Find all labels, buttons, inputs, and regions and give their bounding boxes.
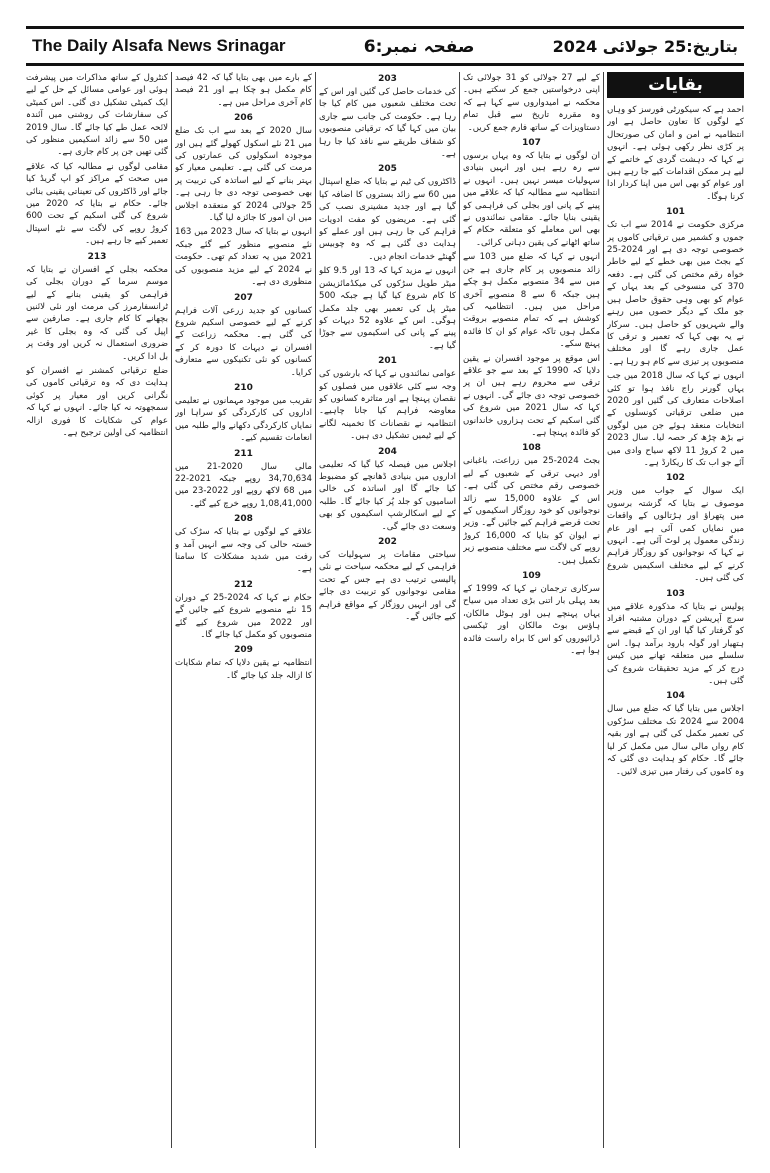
continuation-reference: 206	[234, 113, 253, 124]
article-paragraph: مرکزی حکومت نے 2014 سے اب تک جموں و کشمیر میں ترقیاتی کاموں پر خصوصی توجہ دی ہے اور 2024-25 کے بجٹ میں بھی خطے کے لیے خاطر خواہ رقم مختص کی گئی ہے۔ دفعہ 370 کی منسوخی کے بعد یہاں کے عوام کو بھی وہی حقوق حاصل ہیں جو ملک کے دیگر حصوں میں رہنے والے شہریوں کو حاصل ہیں۔ سرکار نے یہ بھی کہا کہ تعمیر و ترقی کا عمل جاری رہے گا اور مختلف منصوبوں پر تیزی سے کام ہو رہا ہے۔	[607, 220, 744, 367]
column-divider	[315, 72, 316, 1148]
article-paragraph: ایک سوال کے جواب میں وزیر موصوف نے بتایا کہ گزشتہ برسوں میں پتھراؤ اور ہڑتالوں کے واقعات میں نمایاں کمی آئی ہے اور عام زندگی معمول پر لوٹ آئی ہے۔ انہوں نے کہا کہ نوجوانوں کو روزگار فراہم کرنے کے لیے مختلف اسکیمیں شروع کی گئی ہیں۔	[607, 486, 744, 584]
continuation-reference: 101	[666, 207, 685, 218]
newspaper-page	[26, 26, 744, 1148]
newspaper-title: The Daily Alsafa News Srinagar	[32, 36, 286, 55]
article-paragraph: کنٹرول کے ساتھ مذاکرات میں پیشرفت ہوئی اور عوامی مسائل کے حل کے لیے ایک کمیٹی تشکیل دی گئی۔ اس کمیٹی کی سفارشات کی روشنی میں آئندہ لائحہ عمل طے کیا جائے گا۔ سال 2019 میں 50 سے زائد اسکیمیں منظور کی گئی تھیں جن پر کام جاری ہے۔	[26, 73, 168, 158]
article-paragraph: عوامی نمائندوں نے کہا کہ بارشوں کی وجہ سے کئی علاقوں میں فصلوں کو نقصان پہنچا ہے اور متاثرہ کسانوں کو معاوضہ فراہم کیا جانا چاہیے۔ انتظامیہ نے نقصانات کا تخمینہ لگانے کے لیے ٹیمیں تشکیل دی ہیں۔	[319, 369, 456, 442]
continuation-reference: 202	[378, 537, 397, 547]
article-paragraph: سیاحتی مقامات پر سہولیات کی فراہمی کے لیے محکمہ سیاحت نے نئی پالیسی ترتیب دی ہے جس کے تحت مقامی نوجوانوں کو تربیت دی جائے گی اور انہیں روزگار کے مواقع فراہم کیے جائیں گے۔	[319, 550, 456, 623]
article-paragraph: کے بارے میں بھی بتایا گیا کہ 42 فیصد کام مکمل ہو چکا ہے اور 21 فیصد کام آخری مراحل میں ہے۔	[175, 73, 312, 108]
article-paragraph: سال 2020 کے بعد سے اب تک ضلع میں 21 نئے اسکول کھولے گئے ہیں اور موجودہ اسکولوں کی عمارتوں کی مرمت کی گئی ہے۔ تعلیمی معیار کو بہتر بنانے کے لیے اساتذہ کی تربیت پر بھی خصوصی توجہ دی جا رہی ہے۔ 25 جولائی 2024 کو منعقدہ اجلاس میں ان امور کا جائزہ لیا گیا۔	[175, 126, 312, 224]
column-divider	[171, 72, 172, 1148]
article-paragraph: مالی سال 2020-21 میں 34,70,634 روپے جبکہ 2021-22 میں 68 لاکھ روپے اور 2022-23 میں 1,08,41,000 روپے خرچ کیے گئے۔	[175, 461, 312, 509]
article-paragraph: انہوں نے بتایا کہ سال 2023 میں 163 نئے منصوبے منظور کیے گئے جبکہ 2021 میں یہ تعداد کم تھی۔ حکومت نے 2024 کے لیے مزید منصوبوں کی منظوری دی ہے۔	[175, 227, 312, 288]
article-paragraph: کی خدمات حاصل کی گئیں اور اس کے تحت مختلف شعبوں میں کام کیا جا رہا ہے۔ حکومت کی جانب سے جاری بیان میں کہا گیا کہ ترقیاتی منصوبوں کو شفاف طریقے سے نافذ کیا جا رہا ہے۔	[319, 87, 456, 160]
article-paragraph: تقریب میں موجود مہمانوں نے تعلیمی اداروں کی کارکردگی کو سراہا اور نمایاں کارکردگی دکھانے والے طلبہ میں انعامات تقسیم کیے۔	[175, 395, 312, 444]
continuation-reference: 208	[234, 514, 253, 525]
article-paragraph: حکام نے کہا کہ 2024-25 کے دوران 15 نئے منصوبے شروع کیے جائیں گے اور 2022 میں شروع کیے گئے منصوبوں کو مکمل کیا جائے گا۔	[175, 592, 312, 641]
continuation-reference: 205	[378, 164, 397, 175]
section-title: بقایات	[607, 72, 744, 98]
article-paragraph: انتظامیہ نے یقین دلایا کہ تمام شکایات کا ازالہ جلد کیا جائے گا۔	[175, 658, 312, 681]
article-paragraph: احمد ہے کہ سیکورٹی فورسز کو وہاں کے لوگوں کا تعاون حاصل ہے اور انتظامیہ نے امن و امان کی صورتحال پر کڑی نظر رکھی ہوئی ہے۔ انہوں نے کہا کہ دہشت گردی کے خاتمے کے لیے ہر ممکن اقدامات کیے جا رہے ہیں اور عوام کو بھی اس میں اپنا کردار ادا کرنا ہوگا۔	[607, 105, 744, 202]
continuation-reference: 103	[666, 588, 685, 599]
continuation-reference: 207	[234, 292, 253, 303]
continuation-reference: 209	[234, 645, 253, 656]
continuation-reference: 107	[522, 138, 541, 149]
continuation-reference: 109	[522, 571, 541, 582]
article-paragraph: مقامی لوگوں نے مطالبہ کیا کہ علاقے میں صحت کے مراکز کو اپ گریڈ کیا جائے اور ڈاکٹروں کی تعیناتی یقینی بنائی جائے۔ حکام نے بتایا کہ 2020 میں شروع کی گئی اسکیم کے تحت 600 کروڑ روپے کی لاگت سے نئے اسپتال تعمیر کیے جا رہے ہیں۔	[26, 161, 168, 247]
article-column	[607, 72, 744, 1148]
article-paragraph: بجٹ 2024-25 میں زراعت، باغبانی اور دیہی ترقی کے شعبوں کے لیے خصوصی رقم مختص کی گئی ہے۔ اس کے علاوہ 15,000 سے زائد نوجوانوں کو خود روزگار اسکیموں کے تحت قرضے فراہم کیے جائیں گے۔ وزیر نے ایوان کو بتایا کہ 16,000 کروڑ روپے کی لاگت سے مختلف منصوبے زیر تکمیل ہیں۔	[463, 456, 600, 566]
continuation-reference: 201	[378, 356, 397, 367]
masthead	[26, 26, 744, 66]
article-column	[26, 72, 168, 1148]
article-column	[319, 72, 456, 1148]
article-column	[175, 72, 312, 1148]
continuation-reference: 213	[87, 251, 107, 262]
article-columns	[26, 72, 744, 1148]
article-paragraph: محکمہ بجلی کے افسران نے بتایا کہ موسم سرما کے دوران بجلی کی فراہمی کو یقینی بنانے کے لیے ٹرانسفارمرز کی مرمت اور نئی لائنیں بچھانے کا کام جاری ہے۔ صارفین سے اپیل کی گئی کہ وہ بجلی کا غیر ضروری استعمال نہ کریں اور وقت پر بل ادا کریں۔	[26, 264, 168, 362]
article-paragraph: اس موقع پر موجود افسران نے یقین دلایا کہ 1990 کے بعد سے جو علاقے ترقی سے محروم رہے ہیں ان پر خصوصی توجہ دی جائے گی۔ انہوں نے کہا کہ سال 2021 میں شروع کی گئی اسکیم کے تحت ہزاروں خاندانوں کو فائدہ پہنچا ہے۔	[463, 353, 600, 438]
article-paragraph: انہوں نے کہا کہ سال 2018 میں جب یہاں گورنر راج نافذ ہوا تو کئی اصلاحات متعارف کی گئیں اور 2020 میں ضلعی ترقیاتی کونسلوں کے انتخابات منعقد ہوئے جن میں لوگوں نے بڑھ چڑھ کر حصہ لیا۔ سال 2023 میں 2 کروڑ 11 لاکھ سیاح وادی میں آئے جو اب تک کا ریکارڈ ہے۔	[607, 371, 744, 468]
article-paragraph: انہوں نے مزید کہا کہ 13 اور 9.5 کلو میٹر طویل سڑکوں کی میکڈمائزیشن کا کام شروع کیا گیا ہے جبکہ 500 میٹر پل کی تعمیر بھی جلد مکمل ہوگی۔ اس کے علاوہ 52 دیہات کو پینے کے پانی کی اسکیموں سے جوڑا گیا ہے۔	[319, 266, 456, 351]
page-number: صفحہ نمبر:6	[363, 36, 475, 57]
article-column	[463, 72, 600, 1148]
column-divider	[603, 72, 604, 1148]
article-paragraph: کے لیے 27 جولائی کو 31 جولائی تک اپنی درخواستیں جمع کر سکتے ہیں۔ محکمہ نے امیدواروں سے کہا ہے کہ وہ مقررہ تاریخ سے قبل تمام دستاویزات کے ساتھ فارم جمع کریں۔	[463, 73, 600, 133]
article-paragraph: علاقے کے لوگوں نے بتایا کہ سڑک کی خستہ حالی کی وجہ سے انہیں آمد و رفت میں شدید مشکلات کا سامنا ہے۔	[175, 527, 312, 575]
continuation-reference: 212	[234, 579, 253, 590]
article-paragraph: ڈاکٹروں کی ٹیم نے بتایا کہ ضلع اسپتال میں 60 سے زائد بستروں کا اضافہ کیا گیا ہے اور جدید مشینری نصب کی گئی ہے۔ مریضوں کو مفت ادویات فراہم کی جا رہی ہیں اور عملے کو ہدایت دی گئی ہے کہ وہ چوبیس گھنٹے خدمات انجام دیں۔	[319, 177, 456, 262]
article-paragraph: سرکاری ترجمان نے کہا کہ 1999 کے بعد پہلی بار اتنی بڑی تعداد میں سیاح یہاں پہنچے ہیں اور ہوٹل مالکان، ہاؤس بوٹ مالکان اور ٹیکسی ڈرائیوروں کو اس کا براہ راست فائدہ ہوا ہے۔	[463, 584, 600, 657]
article-paragraph: اجلاس میں بتایا گیا کہ ضلع میں سال 2004 سے 2024 تک مختلف سڑکوں کی تعمیر مکمل کی گئی ہے اور بقیہ کام رواں مالی سال میں مکمل کر لیا جائے گا۔ حکام کو ہدایت دی گئی کہ وہ کاموں کی رفتار میں تیزی لائیں۔	[607, 704, 744, 777]
continuation-reference: 108	[522, 443, 541, 454]
issue-date: بتاریخ:25 جولائی 2024	[552, 36, 738, 56]
article-paragraph: انہوں نے کہا کہ ضلع میں 103 سے زائد منصوبوں پر کام جاری ہے جن میں سے 34 منصوبے مکمل ہو چکے ہیں جبکہ 6 سے 8 منصوبے آخری مراحل میں ہیں۔ انتظامیہ کی کوشش ہے کہ تمام منصوبے بروقت مکمل ہوں تاکہ عوام کو ان کا فائدہ پہنچ سکے۔	[463, 252, 600, 350]
continuation-reference: 211	[234, 448, 253, 459]
article-paragraph: اجلاس میں فیصلہ کیا گیا کہ تعلیمی اداروں میں بنیادی ڈھانچے کو مضبوط کیا جائے گا اور اساتذہ کی خالی اسامیوں کو جلد پُر کیا جائے گا۔ طلبہ کے لیے اسکالرشپ اسکیموں کو بھی وسعت دی جائے گی۔	[319, 459, 456, 532]
column-divider	[459, 72, 460, 1148]
article-paragraph: کسانوں کو جدید زرعی آلات فراہم کرنے کے لیے خصوصی اسکیم شروع کی گئی ہے۔ محکمہ زراعت کے افسران نے دیہات کا دورہ کر کے کسانوں کو نئی تکنیکوں سے متعارف کرایا۔	[175, 305, 312, 378]
continuation-reference: 210	[234, 382, 253, 393]
continuation-reference: 203	[378, 74, 397, 84]
article-paragraph: پولیس نے بتایا کہ مذکورہ علاقے میں سرچ آپریشن کے دوران مشتبہ افراد کو گرفتار کیا گیا اور ان کے قبضے سے ہتھیار اور گولہ بارود برآمد ہوا۔ اس سلسلے میں متعلقہ تھانے میں کیس درج کر کے مزید تحقیقات شروع کی گئی ہیں۔	[607, 601, 744, 687]
article-paragraph: ضلع ترقیاتی کمشنر نے افسران کو ہدایت دی کہ وہ ترقیاتی کاموں کی نگرانی کریں اور معیار پر کوئی سمجھوتہ نہ کیا جائے۔ انہوں نے کہا کہ عوام کی شکایات کا فوری ازالہ انتظامیہ کی اولین ترجیح ہے۔	[26, 365, 168, 438]
continuation-reference: 102	[666, 473, 685, 484]
article-paragraph: ان لوگوں نے بتایا کہ وہ یہاں برسوں سے رہ رہے ہیں اور انہیں بنیادی سہولیات میسر نہیں ہیں۔ انہوں نے انتظامیہ سے مطالبہ کیا کہ علاقے میں پینے کے پانی اور بجلی کی فراہمی کو یقینی بنایا جائے۔ مقامی نمائندوں نے بھی اس معاملے کو متعلقہ حکام کے ساتھ اٹھانے کی یقین دہانی کرائی۔	[463, 151, 600, 248]
continuation-reference: 204	[378, 446, 397, 457]
continuation-reference: 104	[666, 691, 685, 702]
